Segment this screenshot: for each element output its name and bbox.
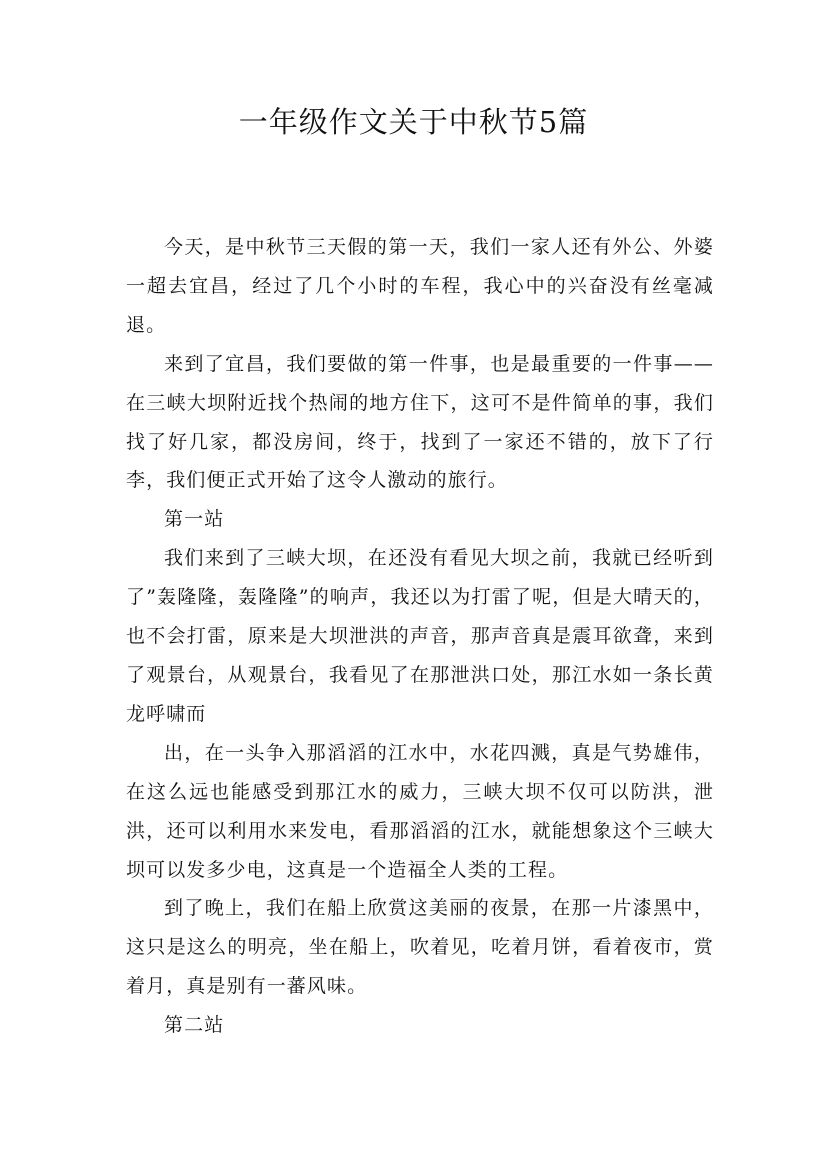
paragraph-3: 我们来到了三峡大坝，在还没有看见大坝之前，我就已经听到了”轰隆隆，轰隆隆”的响声，我还以为打雷了呢，但是大晴天的，也不会打雷，原来是大坝泄洪的声音，那声音真是震耳欲聋，来到了观景台，从观景台，我看见了在那泄洪口处，那江水如一条长黄龙呼啸而 [126, 547, 714, 725]
paragraph-5: 到了晚上，我们在船上欣赏这美丽的夜景，在那一片漆黑中，这只是这么的明亮，坐在船上，吹着见，吃着月饼，看着夜市，赏着月，真是别有一蕃风味。 [126, 897, 714, 998]
document-title: 一年级作文关于中秋节5篇 [238, 105, 589, 139]
section-heading-first-stop: 第一站 [164, 508, 225, 531]
paragraph-2: 来到了宜昌，我们要做的第一件事，也是最重要的一件事——在三峡大坝附近找个热闹的地方住下，这可不是件简单的事，我们找了好几家，都没房间，终于，找到了一家还不错的，放下了行李，我们便正式开始了这令人激动的旅行。 [126, 352, 714, 492]
document-body [126, 228, 714, 1045]
paragraph-1: 今天，是中秋节三天假的第一天，我们一家人还有外公、外婆一超去宜昌，经过了几个小时的车程，我心中的兴奋没有丝毫减退。 [126, 236, 714, 336]
section-heading-second-stop: 第二站 [164, 1014, 225, 1037]
paragraph-4: 出，在一头争入那滔滔的江水中，水花四溅，真是气势雄伟，在这么远也能感受到那江水的威力，三峡大坝不仅可以防洪，泄洪，还可以利用水来发电，看那滔滔的江水，就能想象这个三峡大坝可以发多少电，这真是一个造福全人类的工程。 [126, 741, 714, 881]
